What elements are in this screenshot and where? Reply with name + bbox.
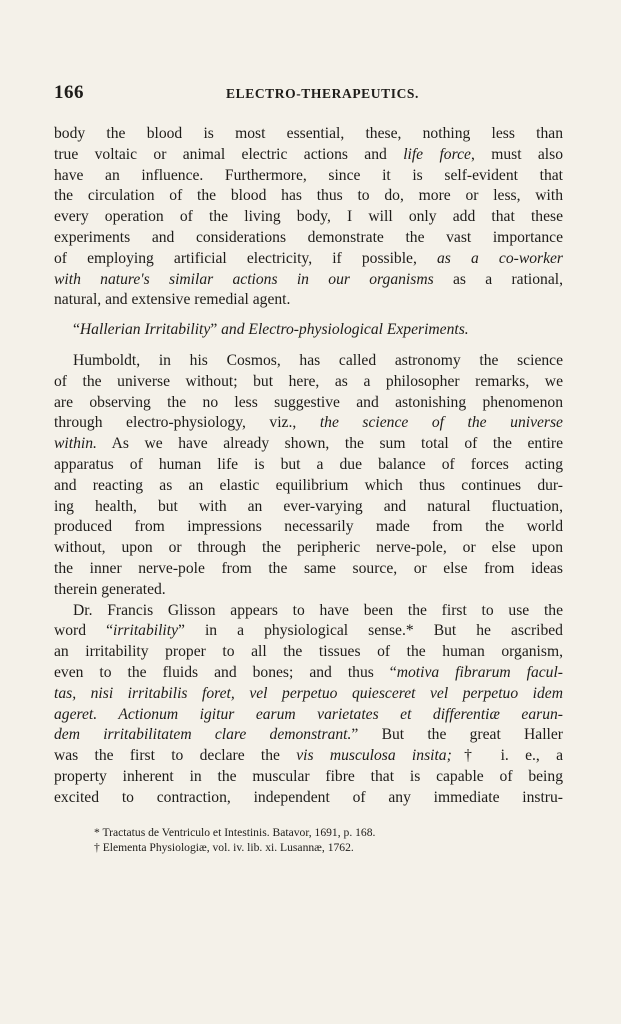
text-line: within. As we have already shown, the sum total of the entire xyxy=(54,435,563,453)
text-line: apparatus of human life is but a due balance of forces acting xyxy=(54,455,563,473)
text-line: the inner nerve-pole from the same source, or else from ideas xyxy=(54,559,563,577)
running-head xyxy=(54,82,563,104)
footnotes xyxy=(54,825,563,856)
text-line: without, upon or through the peripheric nerve-pole, or else upon xyxy=(54,539,563,557)
text-line: of employing artificial electricity, if possible, as a co-worker xyxy=(54,249,563,267)
text-line: word “irritability” in a physiological sense.* But he ascribed xyxy=(54,622,563,640)
footnote: † Elementa Physiologiæ, vol. iv. lib. xi. Lusannæ, 1762. xyxy=(94,841,354,854)
text-line: property inherent in the muscular fibre that is capable of being xyxy=(54,767,563,785)
text-line: are observing the no less suggestive and astonishing phenomenon xyxy=(54,393,563,411)
italic-phrase: as a co-worker xyxy=(437,249,563,267)
latin-quote: ageret. Actionum igitur earum varietates et differentiæ earun- xyxy=(54,705,563,723)
text-line: excited to contraction, independent of any immediate instru- xyxy=(54,788,563,806)
text-line xyxy=(54,705,563,726)
paragraph-life-force xyxy=(54,124,563,311)
paragraph-glisson xyxy=(54,601,563,809)
text-line: and reacting as an elastic equilibrium which thus continues dur- xyxy=(54,476,563,494)
text-line: every operation of the living body, I will only add that these xyxy=(54,208,563,226)
latin-quote: tas, nisi irritabilis foret, vel perpetuo quiesceret vel perpetuo idem xyxy=(54,684,563,702)
paragraph-humboldt xyxy=(54,351,563,601)
latin-quote: dem irritabilitatem clare demonstrant. xyxy=(54,726,352,744)
italic-term: irritability xyxy=(113,622,178,640)
text-line xyxy=(54,684,563,705)
running-title: ELECTRO-THERAPEUTICS. xyxy=(226,86,420,101)
text-line: ing health, but with an ever-varying and natural fluctuation, xyxy=(54,497,563,515)
footnote: * Tractatus de Ventriculo et Intestinis. Batavor, 1691, p. 168. xyxy=(94,825,376,839)
text-line: therein generated. xyxy=(54,580,166,598)
text-line: even to the fluids and bones; and thus “motiva fibrarum facul- xyxy=(54,663,563,681)
text-line: dem irritabilitatem clare demonstrant.” But the great Haller xyxy=(54,726,563,744)
italic-phrase: within. xyxy=(54,435,97,453)
latin-term: vis musculosa insita; xyxy=(296,747,452,765)
text-line: was the first to declare the vis musculosa insita;† i. e., a xyxy=(54,747,564,765)
text-line: have an influence. Furthermore, since it is self-evident that xyxy=(54,166,563,184)
page-number: 166 xyxy=(54,82,84,103)
text-line: produced from impressions necessarily made from the world xyxy=(54,518,563,536)
text-line: through electro-physiology, viz., the science of the universe xyxy=(54,414,563,432)
italic-phrase: the science of the universe xyxy=(319,414,563,432)
text-line: experiments and considerations demonstrate the vast importance xyxy=(54,228,563,246)
text-line: with nature's similar actions in our organisms as a rational, xyxy=(54,270,563,288)
text-line: natural, and extensive remedial agent. xyxy=(54,291,291,309)
text-line: body the blood is most essential, these, nothing less than xyxy=(54,125,563,142)
italic-phrase: with nature's similar actions in our organisms xyxy=(54,270,434,288)
text-line: true voltaic or animal electric actions and life force, must also xyxy=(54,145,564,163)
book-page xyxy=(54,82,563,856)
italic-term: life force xyxy=(403,145,471,163)
text-line: Humboldt, in his Cosmos, has called astronomy the science xyxy=(73,351,563,369)
text-line: of the universe without; but here, as a philosopher remarks, we xyxy=(54,372,563,390)
text-line: the circulation of the blood has thus to do, more or less, with xyxy=(54,187,563,205)
section-heading: “Hallerian Irritability” and Electro-physiological Experiments. xyxy=(73,321,469,339)
text-line: Dr. Francis Glisson appears to have been the first to use the xyxy=(73,601,563,619)
text-line: an irritability proper to all the tissues of the human organism, xyxy=(54,643,563,661)
latin-quote: motiva fibrarum facul- xyxy=(396,663,563,681)
